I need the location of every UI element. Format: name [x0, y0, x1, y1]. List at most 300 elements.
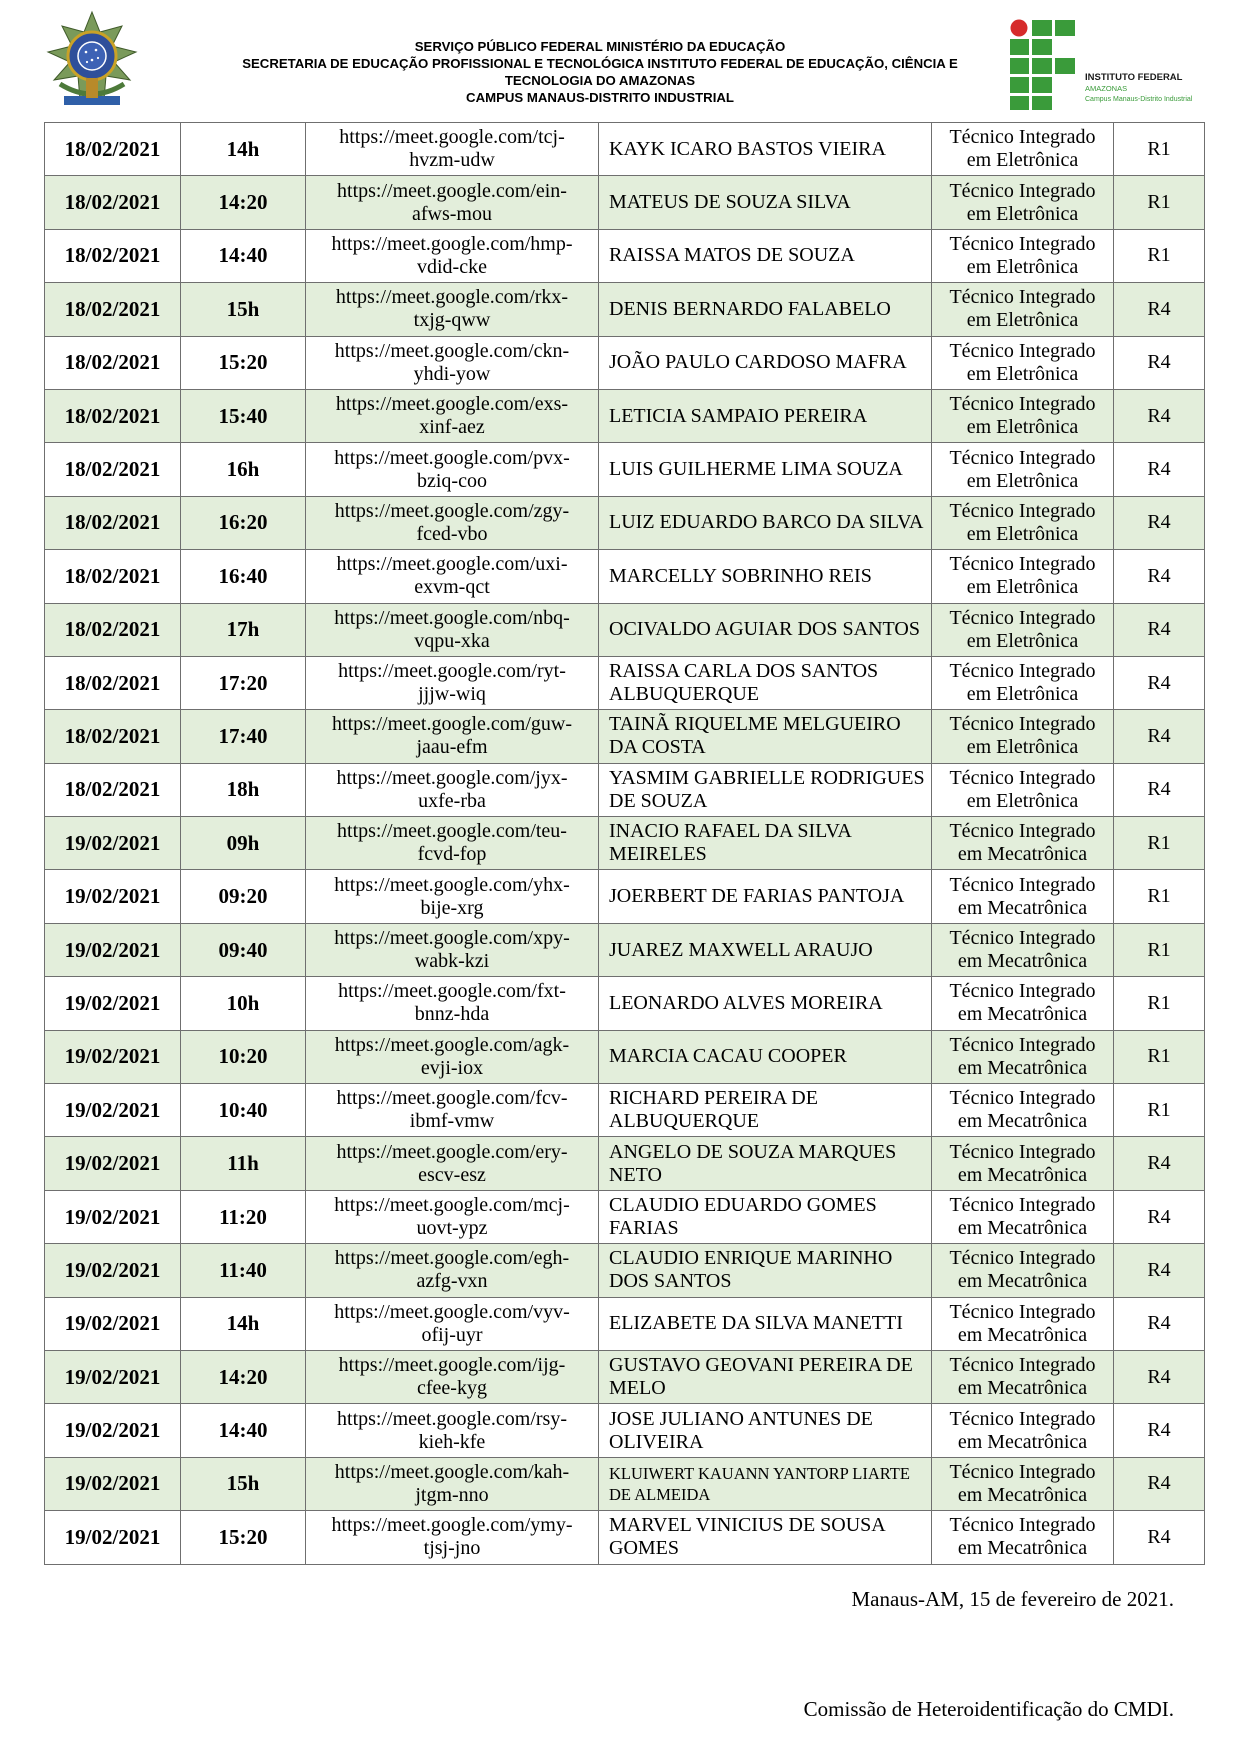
course-cell	[932, 336, 1114, 389]
time-cell: 14h	[181, 1297, 306, 1350]
time-cell: 11:20	[181, 1190, 306, 1243]
date-cell: 18/02/2021	[45, 123, 181, 176]
date-cell: 18/02/2021	[45, 389, 181, 442]
if-logo-title: INSTITUTO FEDERAL	[1085, 72, 1183, 83]
if-logo-campus: Campus Manaus-Distrito Industrial	[1085, 96, 1193, 103]
table-row	[45, 1030, 1205, 1083]
meet-link-line-2[interactable]: evji-iox	[420, 1056, 484, 1079]
room-cell: R1	[1114, 176, 1205, 229]
course-line-2: em Eletrônica	[966, 469, 1079, 492]
time-cell: 14:40	[181, 229, 306, 282]
header-line-4: CAMPUS MANAUS-DISTRITO INDUSTRIAL	[466, 90, 734, 105]
meet-link-cell[interactable]	[306, 336, 599, 389]
date-cell: 18/02/2021	[45, 710, 181, 763]
candidate-name-cell: LUIS GUILHERME LIMA SOUZA	[599, 443, 932, 496]
time-cell: 14:20	[181, 176, 306, 229]
course-line-1: Técnico Integrado	[949, 820, 1096, 843]
meet-link-line-1[interactable]: https://meet.google.com/teu-	[337, 820, 567, 843]
meet-link-line-1[interactable]: https://meet.google.com/guw-	[332, 713, 572, 736]
room-cell: R4	[1114, 1297, 1205, 1350]
date-cell: 19/02/2021	[45, 870, 181, 923]
time-cell: 10:20	[181, 1030, 306, 1083]
course-line-2: em Mecatrônica	[957, 843, 1088, 866]
time-cell: 17:40	[181, 710, 306, 763]
time-cell: 10h	[181, 977, 306, 1030]
table-row	[45, 1084, 1205, 1137]
course-line-1: Técnico Integrado	[949, 1514, 1096, 1537]
if-logo-grid-icon	[1010, 18, 1078, 110]
table-row	[45, 176, 1205, 229]
time-cell: 09h	[181, 817, 306, 870]
time-cell: 14h	[181, 123, 306, 176]
table-row	[45, 1404, 1205, 1457]
time-cell: 14:40	[181, 1404, 306, 1457]
meet-link-cell[interactable]	[306, 1190, 599, 1243]
course-line-2: em Eletrônica	[966, 522, 1079, 545]
meet-link-cell[interactable]	[306, 1297, 599, 1350]
meet-link-line-1[interactable]: https://meet.google.com/uxi-	[336, 553, 568, 576]
meet-link-line-2[interactable]: vdid-cke	[417, 255, 487, 278]
room-cell: R1	[1114, 977, 1205, 1030]
meet-link-line-1[interactable]: https://meet.google.com/ijg-	[338, 1354, 566, 1377]
course-line-1: Técnico Integrado	[949, 232, 1096, 255]
course-cell	[932, 1030, 1114, 1083]
time-cell: 16:20	[181, 496, 306, 549]
room-cell: R4	[1114, 336, 1205, 389]
table-row	[45, 603, 1205, 656]
time-cell: 09:20	[181, 870, 306, 923]
meet-link-line-2[interactable]: txjg-qww	[413, 309, 491, 332]
room-cell: R1	[1114, 870, 1205, 923]
course-line-2: em Mecatrônica	[957, 1217, 1088, 1239]
meet-link-cell[interactable]	[306, 496, 599, 549]
table-row	[45, 550, 1205, 603]
meet-link-line-1[interactable]: https://meet.google.com/agk-	[334, 1033, 570, 1056]
course-line-1: Técnico Integrado	[949, 1140, 1096, 1163]
course-line-2: em Eletrônica	[966, 736, 1079, 759]
meet-link-cell[interactable]	[306, 123, 599, 176]
meet-link-line-1[interactable]: https://meet.google.com/tcj-	[339, 126, 565, 149]
meet-link-line-2[interactable]: fcvd-fop	[417, 843, 487, 866]
meet-link-cell[interactable]	[306, 229, 599, 282]
footer-signature: Comissão de Heteroidentificação do CMDI.	[803, 1697, 1174, 1721]
room-cell: R1	[1114, 229, 1205, 282]
course-cell	[932, 443, 1114, 496]
time-cell: 09:40	[181, 923, 306, 976]
candidate-name-cell: RAISSA CARLA DOS SANTOS ALBUQUERQUE	[599, 656, 932, 709]
course-line-2: em Eletrônica	[966, 789, 1079, 812]
course-line-1: Técnico Integrado	[949, 286, 1096, 309]
date-cell: 18/02/2021	[45, 603, 181, 656]
course-line-1: Técnico Integrado	[949, 1460, 1096, 1483]
meet-link-line-1[interactable]: https://meet.google.com/xpy-	[334, 927, 570, 950]
meet-link-line-2[interactable]: yhdi-yow	[413, 362, 491, 385]
schedule-table-body	[45, 123, 1205, 1565]
course-line-1: Técnico Integrado	[949, 393, 1096, 416]
course-line-2: em Eletrônica	[966, 362, 1079, 385]
course-line-1: Técnico Integrado	[949, 126, 1096, 149]
meet-link-cell[interactable]	[306, 176, 599, 229]
schedule-table	[44, 122, 1205, 1565]
room-cell: R4	[1114, 1137, 1205, 1190]
date-cell: 18/02/2021	[45, 336, 181, 389]
course-cell	[932, 389, 1114, 442]
date-cell: 19/02/2021	[45, 1137, 181, 1190]
table-row	[45, 389, 1205, 442]
time-cell: 15h	[181, 1457, 306, 1510]
course-cell	[932, 1244, 1114, 1297]
course-cell	[932, 123, 1114, 176]
room-cell: R1	[1114, 923, 1205, 976]
room-cell: R1	[1114, 1030, 1205, 1083]
meet-link-line-2[interactable]: kieh-kfe	[418, 1430, 486, 1453]
date-cell: 18/02/2021	[45, 283, 181, 336]
room-cell: R4	[1114, 1244, 1205, 1297]
table-row	[45, 870, 1205, 923]
course-cell	[932, 1297, 1114, 1350]
meet-link-line-1[interactable]: https://meet.google.com/ein-	[337, 179, 567, 202]
meet-link-line-2[interactable]: tjsj-jno	[423, 1537, 481, 1560]
date-cell: 19/02/2021	[45, 817, 181, 870]
meet-link-line-1[interactable]: https://meet.google.com/vyv-	[334, 1300, 570, 1323]
meet-link-line-2[interactable]: vqpu-xka	[414, 629, 490, 652]
candidate-name-cell: OCIVALDO AGUIAR DOS SANTOS	[599, 603, 932, 656]
table-row	[45, 1511, 1205, 1564]
course-line-2: em Mecatrônica	[957, 1003, 1088, 1026]
room-cell: R4	[1114, 1457, 1205, 1510]
meet-link-line-2[interactable]: xinf-aez	[419, 416, 485, 439]
candidate-name-cell: LUIZ EDUARDO BARCO DA SILVA	[599, 496, 932, 549]
meet-link-line-1[interactable]: https://meet.google.com/rkx-	[335, 286, 569, 309]
room-cell: R4	[1114, 496, 1205, 549]
meet-link-cell[interactable]	[306, 710, 599, 763]
header-line-2: SECRETARIA DE EDUCAÇÃO PROFISSIONAL E TECNOLÓGICA INSTITUTO FEDERAL DE EDUCAÇÃO, CIÊNCIA E	[242, 56, 958, 71]
course-cell	[932, 977, 1114, 1030]
date-cell: 19/02/2021	[45, 923, 181, 976]
meet-link-cell[interactable]	[306, 1244, 599, 1297]
meet-link-line-1[interactable]: https://meet.google.com/hmp-	[331, 232, 573, 255]
course-line-2: em Mecatrônica	[957, 950, 1088, 973]
course-line-1: Técnico Integrado	[949, 1033, 1096, 1056]
course-cell	[932, 1190, 1114, 1243]
course-line-1: Técnico Integrado	[949, 660, 1096, 683]
candidate-name-cell: ANGELO DE SOUZA MARQUES NETO	[599, 1137, 932, 1190]
candidate-name-cell: RICHARD PEREIRA DE ALBUQUERQUE	[599, 1084, 932, 1137]
candidate-name-cell: INACIO RAFAEL DA SILVA MEIRELES	[599, 817, 932, 870]
meet-link-cell[interactable]	[306, 1511, 599, 1564]
course-line-2: em Mecatrônica	[957, 1377, 1088, 1400]
candidate-name-cell: MARVEL VINICIUS DE SOUSA GOMES	[599, 1511, 932, 1564]
table-row	[45, 336, 1205, 389]
course-line-1: Técnico Integrado	[949, 499, 1096, 522]
meet-link-line-1[interactable]: https://meet.google.com/ery-	[336, 1140, 568, 1163]
date-cell: 18/02/2021	[45, 763, 181, 816]
room-cell: R4	[1114, 763, 1205, 816]
course-line-1: Técnico Integrado	[949, 1194, 1096, 1216]
course-line-2: em Eletrônica	[966, 629, 1079, 652]
candidate-name-cell: MATEUS DE SOUZA SILVA	[599, 176, 932, 229]
meet-link-line-1[interactable]: https://meet.google.com/egh-	[334, 1247, 570, 1270]
meet-link-line-2[interactable]: exvm-qct	[414, 576, 490, 599]
meet-link-line-2[interactable]: cfee-kyg	[417, 1377, 487, 1400]
meet-link-line-2[interactable]: ofij-uyr	[421, 1323, 483, 1346]
meet-link-cell[interactable]	[306, 870, 599, 923]
meet-link-line-1[interactable]: https://meet.google.com/yhx-	[334, 873, 570, 896]
room-cell: R4	[1114, 1511, 1205, 1564]
table-row	[45, 763, 1205, 816]
course-line-1: Técnico Integrado	[949, 927, 1096, 950]
candidate-name-cell: LEONARDO ALVES MOREIRA	[599, 977, 932, 1030]
candidate-name-cell: TAINÃ RIQUELME MELGUEIRO DA COSTA	[599, 710, 932, 763]
meet-link-line-1[interactable]: https://meet.google.com/mcj-	[334, 1194, 570, 1216]
course-line-2: em Eletrônica	[966, 576, 1079, 599]
course-line-2: em Mecatrônica	[957, 1537, 1088, 1560]
meet-link-line-2[interactable]: escv-esz	[418, 1163, 486, 1186]
room-cell: R4	[1114, 1190, 1205, 1243]
course-cell	[932, 603, 1114, 656]
date-cell: 19/02/2021	[45, 1350, 181, 1403]
meet-link-line-2[interactable]: afws-mou	[412, 202, 492, 225]
header-line-1: SERVIÇO PÚBLICO FEDERAL MINISTÉRIO DA EDUCAÇÃO	[414, 39, 786, 54]
date-cell: 18/02/2021	[45, 229, 181, 282]
meet-link-cell[interactable]	[306, 603, 599, 656]
date-cell: 19/02/2021	[45, 1030, 181, 1083]
meet-link-cell[interactable]	[306, 443, 599, 496]
course-line-1: Técnico Integrado	[949, 1354, 1096, 1377]
time-cell: 14:20	[181, 1350, 306, 1403]
meet-link-line-1[interactable]: https://meet.google.com/exs-	[335, 393, 569, 416]
table-row	[45, 923, 1205, 976]
time-cell: 17h	[181, 603, 306, 656]
course-line-1: Técnico Integrado	[949, 1300, 1096, 1323]
course-cell	[932, 550, 1114, 603]
course-line-2: em Eletrônica	[966, 149, 1079, 172]
course-line-2: em Eletrônica	[966, 255, 1079, 278]
date-cell: 19/02/2021	[45, 1084, 181, 1137]
course-line-2: em Eletrônica	[966, 416, 1079, 439]
candidate-name-cell: KLUIWERT KAUANN YANTORP LIARTE DE ALMEIDA	[599, 1457, 932, 1510]
date-cell: 18/02/2021	[45, 656, 181, 709]
course-cell	[932, 817, 1114, 870]
time-cell: 11h	[181, 1137, 306, 1190]
date-cell: 18/02/2021	[45, 176, 181, 229]
meet-link-cell[interactable]	[306, 1137, 599, 1190]
date-cell: 18/02/2021	[45, 550, 181, 603]
course-line-2: em Mecatrônica	[957, 1270, 1088, 1293]
meet-link-line-2[interactable]: uxfe-rba	[418, 789, 486, 812]
meet-link-line-1[interactable]: https://meet.google.com/jyx-	[336, 766, 568, 789]
course-line-1: Técnico Integrado	[949, 553, 1096, 576]
meet-link-line-1[interactable]: https://meet.google.com/zgy-	[334, 499, 570, 522]
date-cell: 19/02/2021	[45, 1457, 181, 1510]
meet-link-line-2[interactable]: jaau-efm	[416, 736, 488, 759]
meet-link-line-2[interactable]: uovt-ypz	[416, 1217, 488, 1239]
course-line-1: Técnico Integrado	[949, 606, 1096, 629]
meet-link-line-1[interactable]: https://meet.google.com/fcv-	[336, 1087, 568, 1110]
candidate-name-cell: CLAUDIO EDUARDO GOMES FARIAS	[599, 1190, 932, 1243]
room-cell: R4	[1114, 389, 1205, 442]
meet-link-line-2[interactable]: jjjw-wiq	[418, 683, 486, 706]
course-cell	[932, 176, 1114, 229]
table-row	[45, 443, 1205, 496]
date-cell: 19/02/2021	[45, 1244, 181, 1297]
time-cell: 11:40	[181, 1244, 306, 1297]
course-line-1: Técnico Integrado	[949, 873, 1096, 896]
meet-link-line-1[interactable]: https://meet.google.com/nbq-	[334, 606, 570, 629]
meet-link-cell[interactable]	[306, 1350, 599, 1403]
meet-link-cell[interactable]	[306, 1084, 599, 1137]
course-cell	[932, 1457, 1114, 1510]
candidate-name-cell: MARCELLY SOBRINHO REIS	[599, 550, 932, 603]
course-line-1: Técnico Integrado	[949, 766, 1096, 789]
meet-link-line-2[interactable]: azfg-vxn	[416, 1270, 488, 1293]
meet-link-cell[interactable]	[306, 389, 599, 442]
course-cell	[932, 1511, 1114, 1564]
meet-link-line-2[interactable]: hvzm-udw	[409, 149, 495, 172]
course-line-1: Técnico Integrado	[949, 1407, 1096, 1430]
meet-link-cell[interactable]	[306, 1404, 599, 1457]
meet-link-cell[interactable]	[306, 977, 599, 1030]
course-line-2: em Mecatrônica	[957, 1483, 1088, 1506]
meet-link-line-2[interactable]: bziq-coo	[417, 469, 487, 492]
course-line-2: em Eletrônica	[966, 683, 1079, 706]
table-row	[45, 710, 1205, 763]
course-cell	[932, 496, 1114, 549]
meet-link-line-2[interactable]: bije-xrg	[420, 896, 484, 919]
candidate-name-cell: DENIS BERNARDO FALABELO	[599, 283, 932, 336]
candidate-name-cell: JOERBERT DE FARIAS PANTOJA	[599, 870, 932, 923]
candidate-name-cell: RAISSA MATOS DE SOUZA	[599, 229, 932, 282]
course-line-1: Técnico Integrado	[949, 1247, 1096, 1270]
room-cell: R4	[1114, 710, 1205, 763]
table-row	[45, 229, 1205, 282]
room-cell: R4	[1114, 603, 1205, 656]
table-row	[45, 817, 1205, 870]
course-cell	[932, 710, 1114, 763]
room-cell: R1	[1114, 1084, 1205, 1137]
course-cell	[932, 1404, 1114, 1457]
table-row	[45, 1297, 1205, 1350]
date-cell: 18/02/2021	[45, 496, 181, 549]
time-cell: 15h	[181, 283, 306, 336]
course-line-1: Técnico Integrado	[949, 1087, 1096, 1110]
course-line-2: em Mecatrônica	[957, 1163, 1088, 1186]
course-cell	[932, 1084, 1114, 1137]
meet-link-cell[interactable]	[306, 1030, 599, 1083]
candidate-name-cell: JOÃO PAULO CARDOSO MAFRA	[599, 336, 932, 389]
meet-link-line-1[interactable]: https://meet.google.com/ymy-	[331, 1514, 573, 1537]
meet-link-cell[interactable]	[306, 817, 599, 870]
date-cell: 19/02/2021	[45, 1404, 181, 1457]
table-row	[45, 496, 1205, 549]
time-cell: 15:20	[181, 1511, 306, 1564]
meet-link-line-2[interactable]: ibmf-vmw	[409, 1110, 495, 1133]
table-row	[45, 1350, 1205, 1403]
meet-link-cell[interactable]	[306, 550, 599, 603]
meet-link-cell[interactable]	[306, 283, 599, 336]
instituto-federal-logo	[1010, 18, 1210, 110]
room-cell: R4	[1114, 443, 1205, 496]
meet-link-line-1[interactable]: https://meet.google.com/rsy-	[337, 1407, 567, 1430]
course-cell	[932, 923, 1114, 976]
candidate-name-cell: YASMIM GABRIELLE RODRIGUES DE SOUZA	[599, 763, 932, 816]
meet-link-line-2[interactable]: wabk-kzi	[414, 950, 490, 973]
room-cell: R4	[1114, 550, 1205, 603]
course-line-2: em Mecatrônica	[957, 1430, 1088, 1453]
room-cell: R1	[1114, 817, 1205, 870]
meet-link-line-1[interactable]: https://meet.google.com/pvx-	[334, 446, 570, 469]
meet-link-line-1[interactable]: https://meet.google.com/kah-	[334, 1460, 570, 1483]
course-cell	[932, 1350, 1114, 1403]
course-line-1: Técnico Integrado	[949, 179, 1096, 202]
room-cell: R4	[1114, 656, 1205, 709]
candidate-name-cell: LETICIA SAMPAIO PEREIRA	[599, 389, 932, 442]
course-cell	[932, 870, 1114, 923]
meet-link-cell[interactable]	[306, 1457, 599, 1510]
table-row	[45, 1457, 1205, 1510]
meet-link-line-1[interactable]: https://meet.google.com/fxt-	[338, 980, 566, 1003]
date-cell: 19/02/2021	[45, 1297, 181, 1350]
course-line-2: em Mecatrônica	[957, 1056, 1088, 1079]
candidate-name-cell: KAYK ICARO BASTOS VIEIRA	[599, 123, 932, 176]
course-line-1: Técnico Integrado	[949, 339, 1096, 362]
meet-link-line-2[interactable]: jtgm-nno	[415, 1483, 489, 1506]
brazil-coat-of-arms-icon	[40, 8, 144, 116]
candidate-name-cell: GUSTAVO GEOVANI PEREIRA DE MELO	[599, 1350, 932, 1403]
table-row	[45, 1137, 1205, 1190]
time-cell: 10:40	[181, 1084, 306, 1137]
meet-link-cell[interactable]	[306, 656, 599, 709]
room-cell: R4	[1114, 283, 1205, 336]
course-cell	[932, 229, 1114, 282]
meet-link-cell[interactable]	[306, 763, 599, 816]
time-cell: 16h	[181, 443, 306, 496]
header-line-3: TECNOLOGIA DO AMAZONAS	[504, 73, 696, 88]
table-row	[45, 1244, 1205, 1297]
table-row	[45, 283, 1205, 336]
room-cell: R4	[1114, 1350, 1205, 1403]
candidate-name-cell: CLAUDIO ENRIQUE MARINHO DOS SANTOS	[599, 1244, 932, 1297]
footer-place-date: Manaus-AM, 15 de fevereiro de 2021.	[851, 1587, 1174, 1611]
if-logo-text	[1085, 72, 1215, 105]
course-cell	[932, 283, 1114, 336]
date-cell: 18/02/2021	[45, 443, 181, 496]
course-line-1: Técnico Integrado	[949, 713, 1096, 736]
date-cell: 19/02/2021	[45, 1511, 181, 1564]
course-line-1: Técnico Integrado	[949, 446, 1096, 469]
meet-link-line-2[interactable]: bnnz-hda	[414, 1003, 490, 1026]
course-cell	[932, 1137, 1114, 1190]
course-line-2: em Eletrônica	[966, 309, 1079, 332]
candidate-name-cell: ELIZABETE DA SILVA MANETTI	[599, 1297, 932, 1350]
time-cell: 16:40	[181, 550, 306, 603]
date-cell: 19/02/2021	[45, 977, 181, 1030]
time-cell: 15:20	[181, 336, 306, 389]
course-cell	[932, 656, 1114, 709]
meet-link-cell[interactable]	[306, 923, 599, 976]
course-cell	[932, 763, 1114, 816]
header-text	[220, 38, 980, 106]
meet-link-line-2[interactable]: fced-vbo	[416, 522, 488, 545]
course-line-2: em Mecatrônica	[957, 1323, 1088, 1346]
meet-link-line-1[interactable]: https://meet.google.com/ckn-	[334, 339, 570, 362]
if-logo-state: AMAZONAS	[1085, 84, 1128, 93]
time-cell: 15:40	[181, 389, 306, 442]
meet-link-line-1[interactable]: https://meet.google.com/ryt-	[338, 660, 566, 683]
schedule-table-container	[44, 122, 1204, 1565]
table-row	[45, 977, 1205, 1030]
course-line-1: Técnico Integrado	[949, 980, 1096, 1003]
